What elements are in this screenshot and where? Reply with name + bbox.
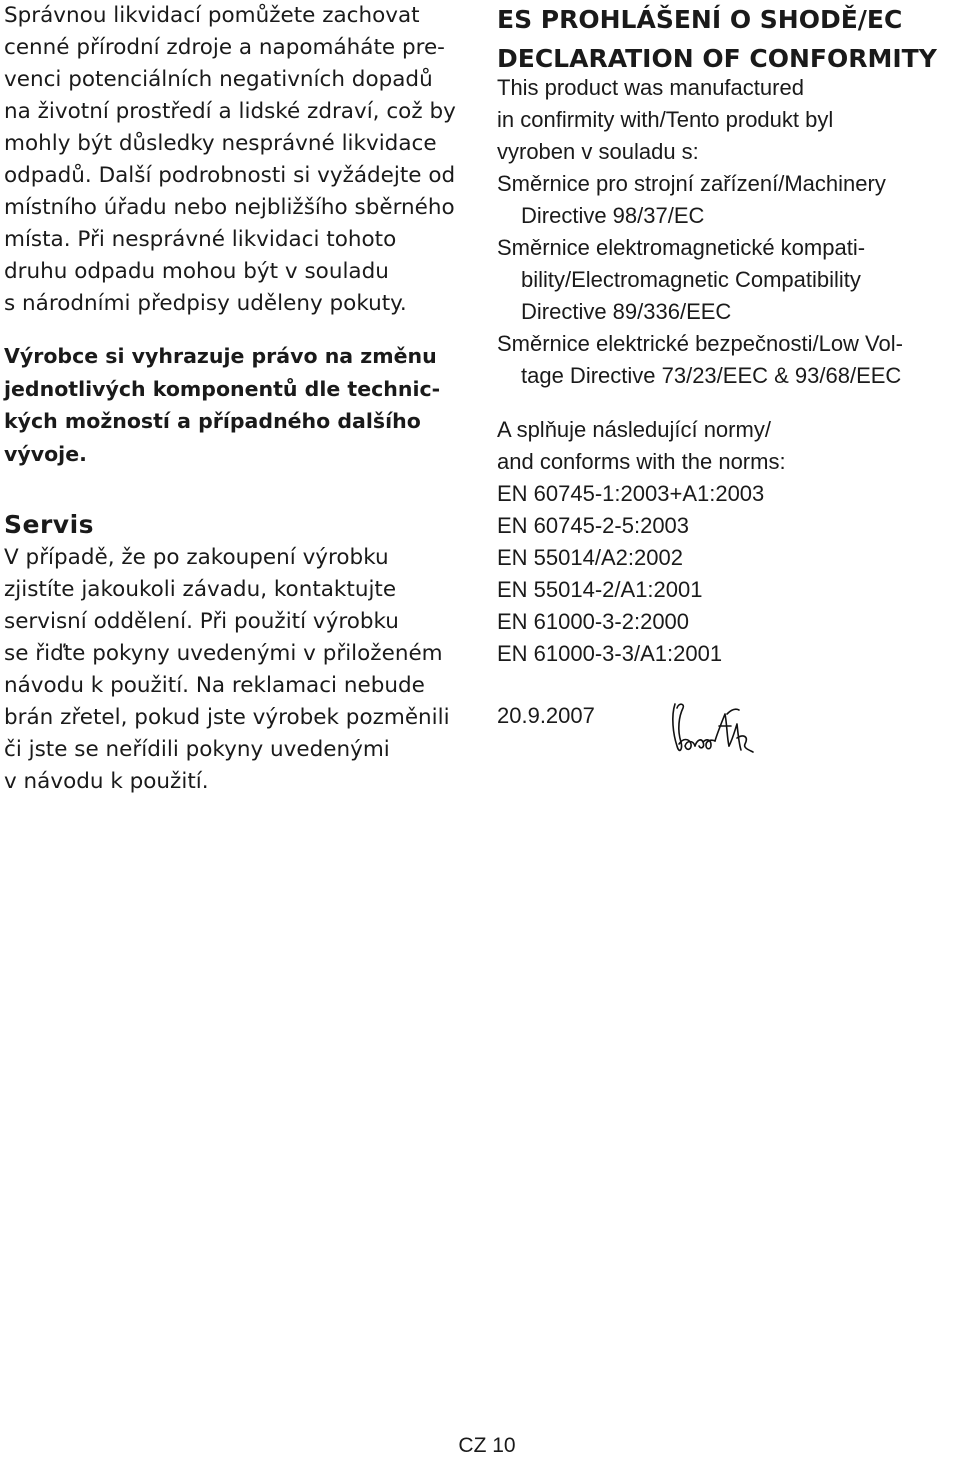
text-line: brán zřetel, pokud jste výrobek pozměnili [4, 705, 450, 730]
text-line: Directive 98/37/EC [521, 203, 705, 228]
text-line: Directive 89/336/EEC [521, 299, 732, 324]
text-line: na životní prostředí a lidské zdraví, což by [4, 99, 456, 124]
text-line: návodu k použití. Na reklamaci nebude [4, 673, 425, 698]
text-line: tage Directive 73/23/EEC & 93/68/EEC [521, 363, 902, 388]
disposal-paragraph [4, 0, 456, 320]
text-line: Směrnice elektrické bezpečnosti/Low Vol- [497, 331, 903, 356]
text-line: se řiďte pokyny uvedenými v přiloženém [4, 641, 443, 666]
norm-item: EN 55014-2/A1:2001 [497, 577, 703, 602]
text-line: místního úřadu nebo nejbližšího sběrného [4, 195, 455, 220]
text-line: zjistíte jakoukoli závadu, kontaktujte [4, 577, 397, 602]
norm-item: EN 61000-3-3/A1:2001 [497, 641, 723, 666]
text-line: místa. Při nesprávné likvidaci tohoto [4, 227, 397, 252]
text-line: mohly být důsledky nesprávné likvidace [4, 131, 437, 156]
heading-line: ES PROHLÁŠENÍ O SHODĚ/EC [497, 5, 903, 34]
heading-line: DECLARATION OF CONFORMITY [497, 44, 937, 73]
text-line: venci potenciálních negativních dopadů [4, 67, 433, 92]
text-line: jednotlivých komponentů dle technic- [4, 376, 441, 401]
signature-image [665, 694, 761, 774]
text-line: in confirmity with/Tento produkt byl [497, 107, 834, 132]
declaration-date: 20.9.2007 [497, 703, 595, 728]
text-line: V případě, že po zakoupení výrobku [4, 545, 389, 570]
text-line: Výrobce si vyhrazuje právo na změnu [4, 344, 437, 368]
text-line: servisní oddělení. Při použití výrobku [4, 609, 399, 634]
text-line: odpadů. Další podrobnosti si vyžádejte od [4, 163, 456, 188]
text-line: Správnou likvidací pomůžete zachovat [4, 3, 420, 28]
text-line: s národními předpisy uděleny pokuty. [4, 291, 407, 316]
norms-list [497, 414, 786, 670]
text-line: and conforms with the norms: [497, 449, 786, 474]
text-line: Směrnice elektromagnetické kompati- [497, 235, 866, 260]
text-line: či jste se neřídili pokyny uvedenými [4, 737, 390, 762]
text-line: vyroben v souladu s: [497, 139, 699, 164]
service-heading: Servis [4, 510, 95, 539]
norm-item: EN 60745-2-5:2003 [497, 513, 690, 538]
text-line: A splňuje následující normy/ [497, 417, 771, 442]
text-line: cenné přírodní zdroje a napomáháte pre- [4, 35, 445, 60]
text-line: kých možností a případného dalšího [4, 409, 421, 433]
text-line: This product was manufactured [497, 75, 804, 100]
page-number: CZ 10 [458, 1434, 516, 1457]
declaration-heading [497, 0, 937, 78]
text-line: vývoje. [4, 441, 87, 466]
text-line: bility/Electromagnetic Compatibility [521, 267, 861, 292]
declaration-paragraph [497, 72, 903, 392]
norm-item: EN 60745-1:2003+A1:2003 [497, 481, 765, 506]
norm-item: EN 61000-3-2:2000 [497, 609, 690, 634]
text-line: Směrnice pro strojní zařízení/Machinery [497, 171, 886, 196]
norm-item: EN 55014/A2:2002 [497, 545, 683, 570]
text-line: druhu odpadu mohou být v souladu [4, 259, 389, 284]
text-line: v návodu k použití. [4, 769, 209, 794]
service-paragraph [4, 542, 450, 798]
manufacturer-notice [4, 340, 440, 470]
